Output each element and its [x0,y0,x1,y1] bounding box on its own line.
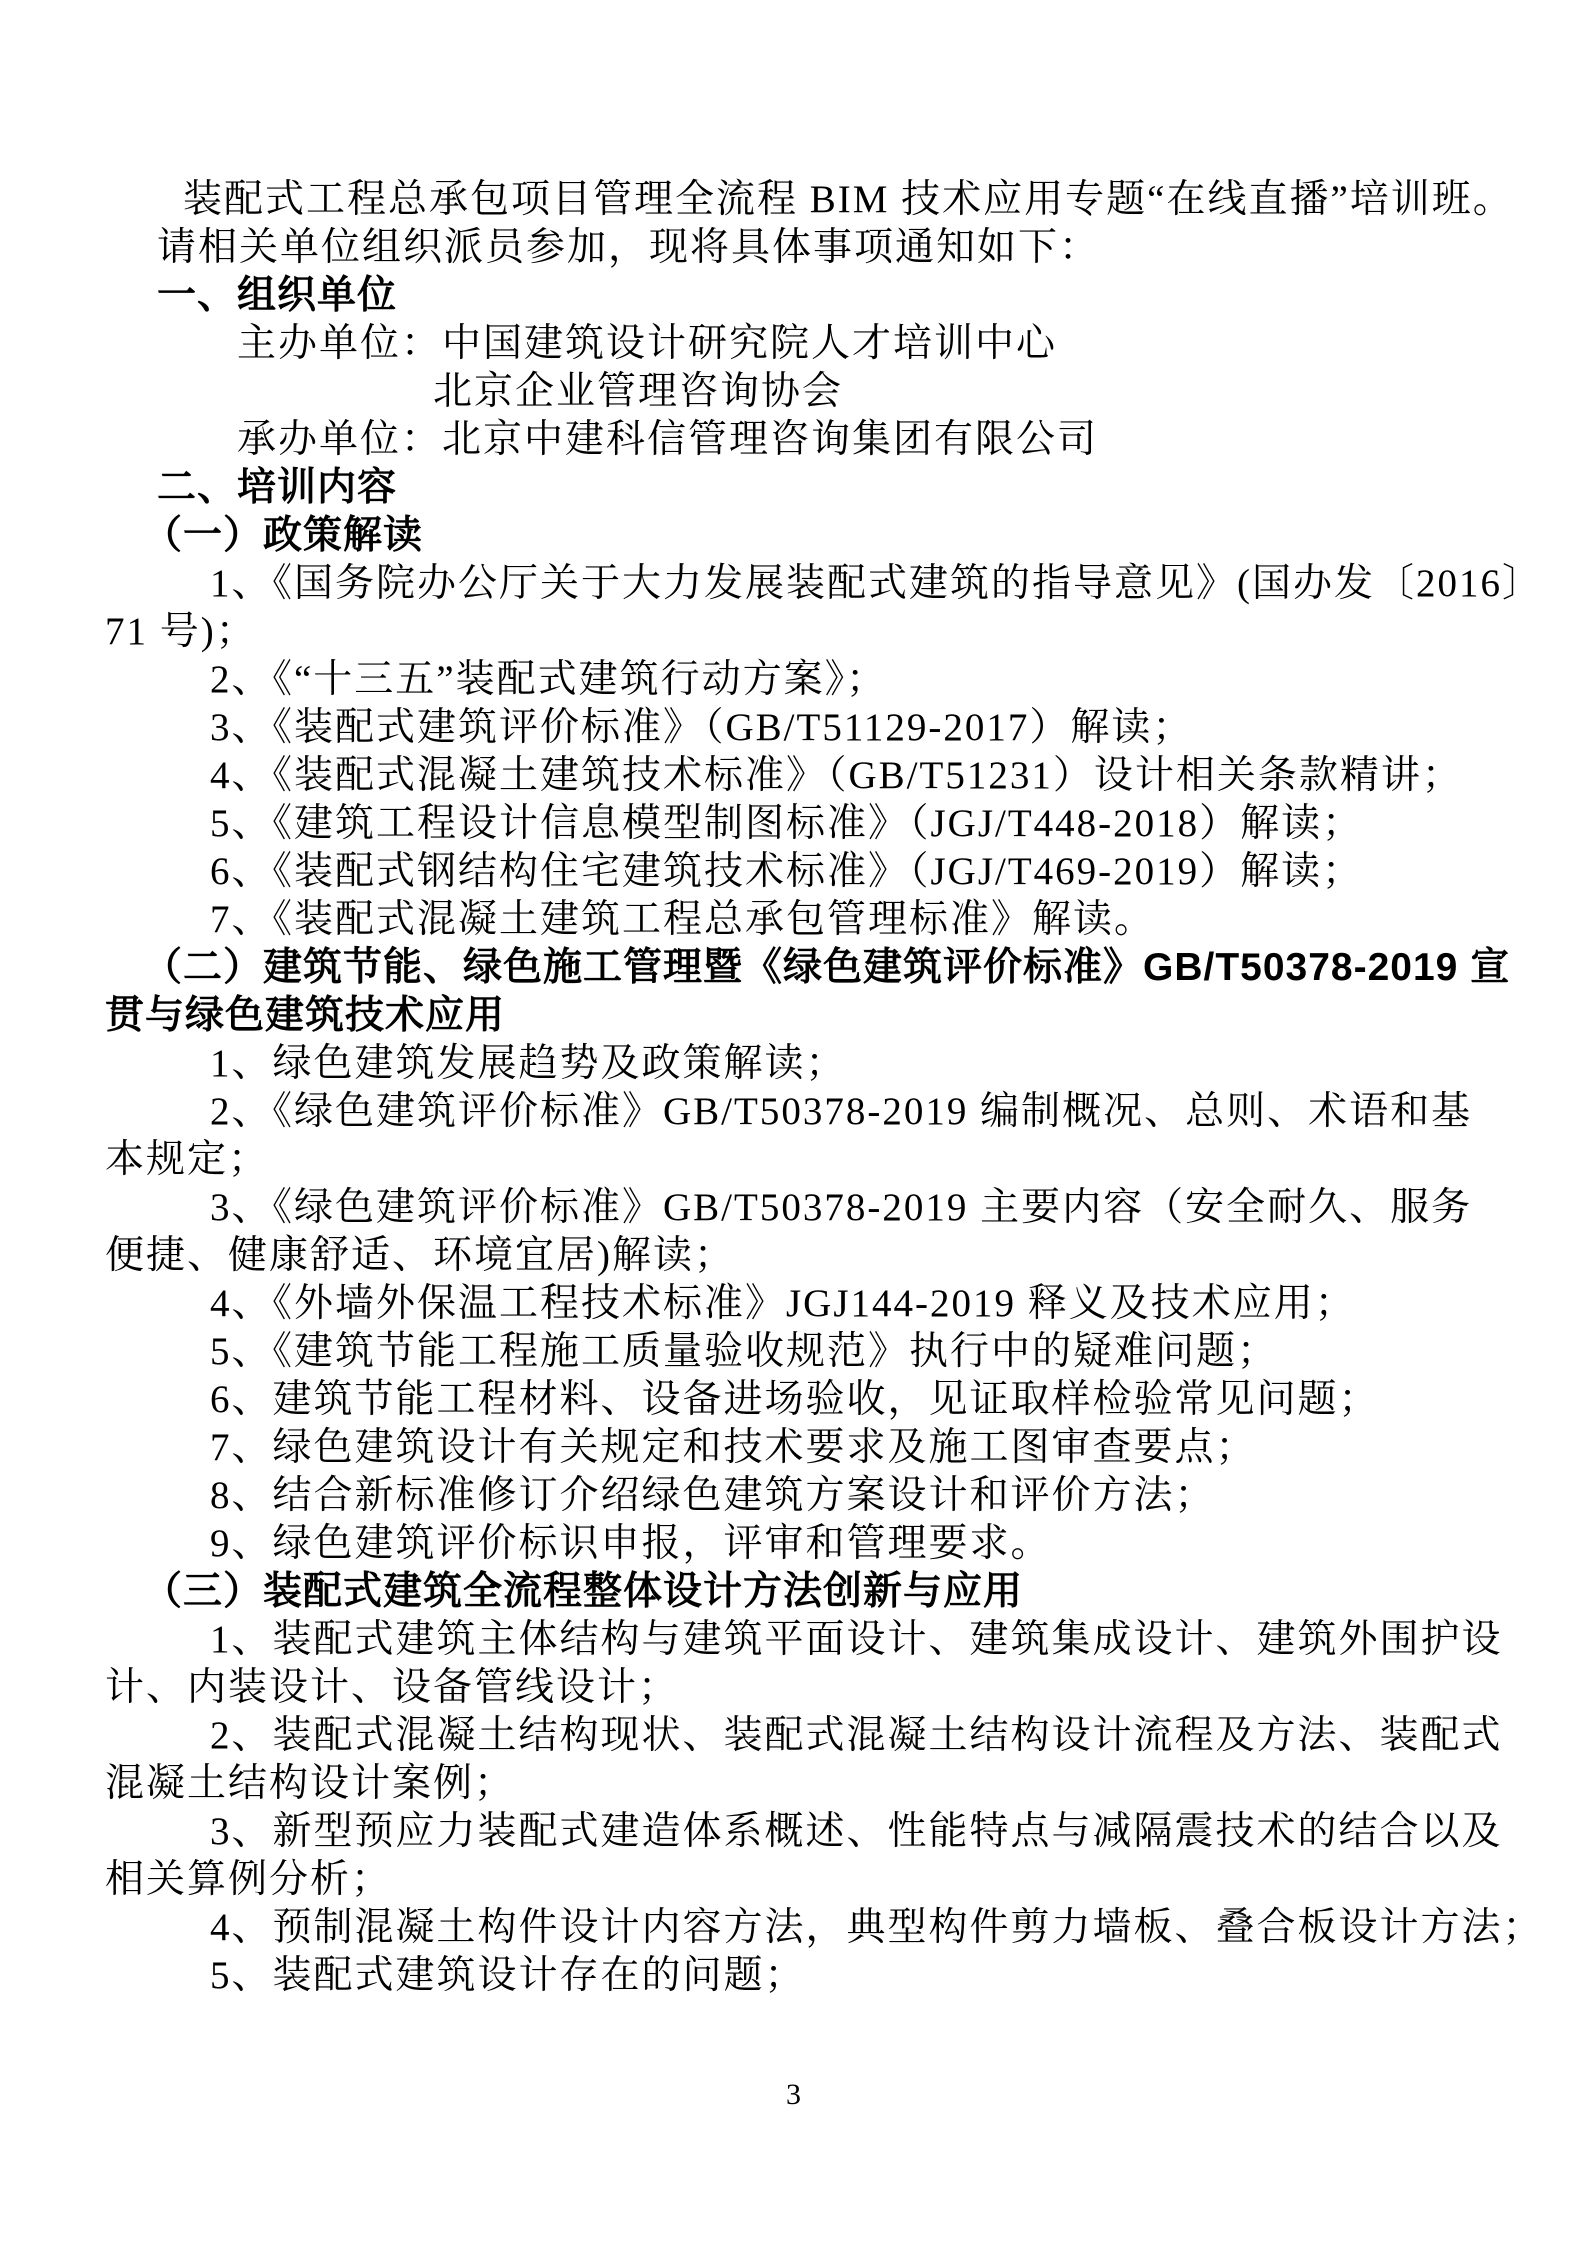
part1-item-line: 1、《国务院办公厅关于大力发展装配式建筑的指导意见》(国办发〔2016〕 [210,562,1543,605]
section-heading-organizing-units: 一、组织单位 [157,274,398,317]
part1-item-line: 2、《“十三五”装配式建筑行动方案》； [210,658,888,701]
part2-item-line: 9、绿色建筑评价标识申报，评审和管理要求。 [210,1522,1052,1565]
part1-item-line: 71 号)； [105,610,257,653]
part3-item-line: 5、装配式建筑设计存在的问题； [210,1954,806,1997]
page-number: 3 [786,2078,801,2111]
intro-line-1: 装配式工程总承包项目管理全流程 BIM 技术应用专题“在线直播”培训班。 [183,178,1514,221]
part3-item-line: 1、装配式建筑主体结构与建筑平面设计、建筑集成设计、建筑外围护设 [210,1618,1503,1661]
part2-item-line: 本规定； [105,1138,270,1181]
part3-heading: （三）装配式建筑全流程整体设计方法创新与应用 [143,1570,1024,1613]
host-unit-line: 主办单位：中国建筑设计研究院人才培训中心 [237,322,1058,365]
part2-item-line: 7、绿色建筑设计有关规定和技术要求及施工图审查要点； [210,1426,1257,1469]
part2-item-line: 8、结合新标准修订介绍绿色建筑方案设计和评价方法； [210,1474,1216,1517]
host-unit-line-2: 北京企业管理咨询协会 [433,370,844,413]
part3-item-line: 相关算例分析； [105,1858,393,1901]
part3-item-line: 3、新型预应力装配式建造体系概述、性能特点与减隔震技术的结合以及 [210,1810,1503,1853]
part2-heading-line-1: （二）建筑节能、绿色施工管理暨《绿色建筑评价标准》GB/T50378-2019 宣 [143,946,1511,989]
part1-heading: （一）政策解读 [143,514,424,557]
part2-item-line: 1、绿色建筑发展趋势及政策解读； [210,1042,847,1085]
undertaker-unit-line: 承办单位：北京中建科信管理咨询集团有限公司 [237,418,1099,461]
part2-item-line: 便捷、健康舒适、环境宜居)解读； [105,1234,735,1277]
part1-item-line: 7、《装配式混凝土建筑工程总承包管理标准》解读。 [210,898,1156,941]
part3-item-line: 4、预制混凝土构件设计内容方法，典型构件剪力墙板、叠合板设计方法； [210,1906,1544,1949]
part2-item-line: 3、《绿色建筑评价标准》GB/T50378-2019 主要内容（安全耐久、服务 [210,1186,1473,1229]
part3-item-line: 混凝土结构设计案例； [105,1762,516,1805]
part2-item-line: 6、建筑节能工程材料、设备进场验收，见证取样检验常见问题； [210,1378,1380,1421]
part1-item-line: 5、《建筑工程设计信息模型制图标准》（JGJ/T448-2018）解读； [210,802,1364,845]
part2-heading-line-2: 贯与绿色建筑技术应用 [105,994,506,1037]
part3-item-line: 2、装配式混凝土结构现状、装配式混凝土结构设计流程及方法、装配式 [210,1714,1503,1757]
document-text-block [105,176,1544,2000]
part2-item-line: 2、《绿色建筑评价标准》GB/T50378-2019 编制概况、总则、术语和基 [210,1090,1473,1133]
part1-item-line: 3、《装配式建筑评价标准》（GB/T51129-2017）解读； [210,706,1194,749]
part2-item-line: 4、《外墙外保温工程技术标准》JGJ144-2019 释义及技术应用； [210,1282,1356,1325]
intro-line-2: 请相关单位组织派员参加，现将具体事项通知如下： [157,226,1101,269]
part1-item-line: 6、《装配式钢结构住宅建筑技术标准》（JGJ/T469-2019）解读； [210,850,1364,893]
section-heading-training-content: 二、培训内容 [157,466,398,509]
part3-item-line: 计、内装设计、设备管线设计； [105,1666,680,1709]
part2-item-line: 5、《建筑节能工程施工质量验收规范》执行中的疑难问题； [210,1330,1279,1373]
part1-item-line: 4、《装配式混凝土建筑技术标准》（GB/T51231）设计相关条款精讲； [210,754,1463,797]
